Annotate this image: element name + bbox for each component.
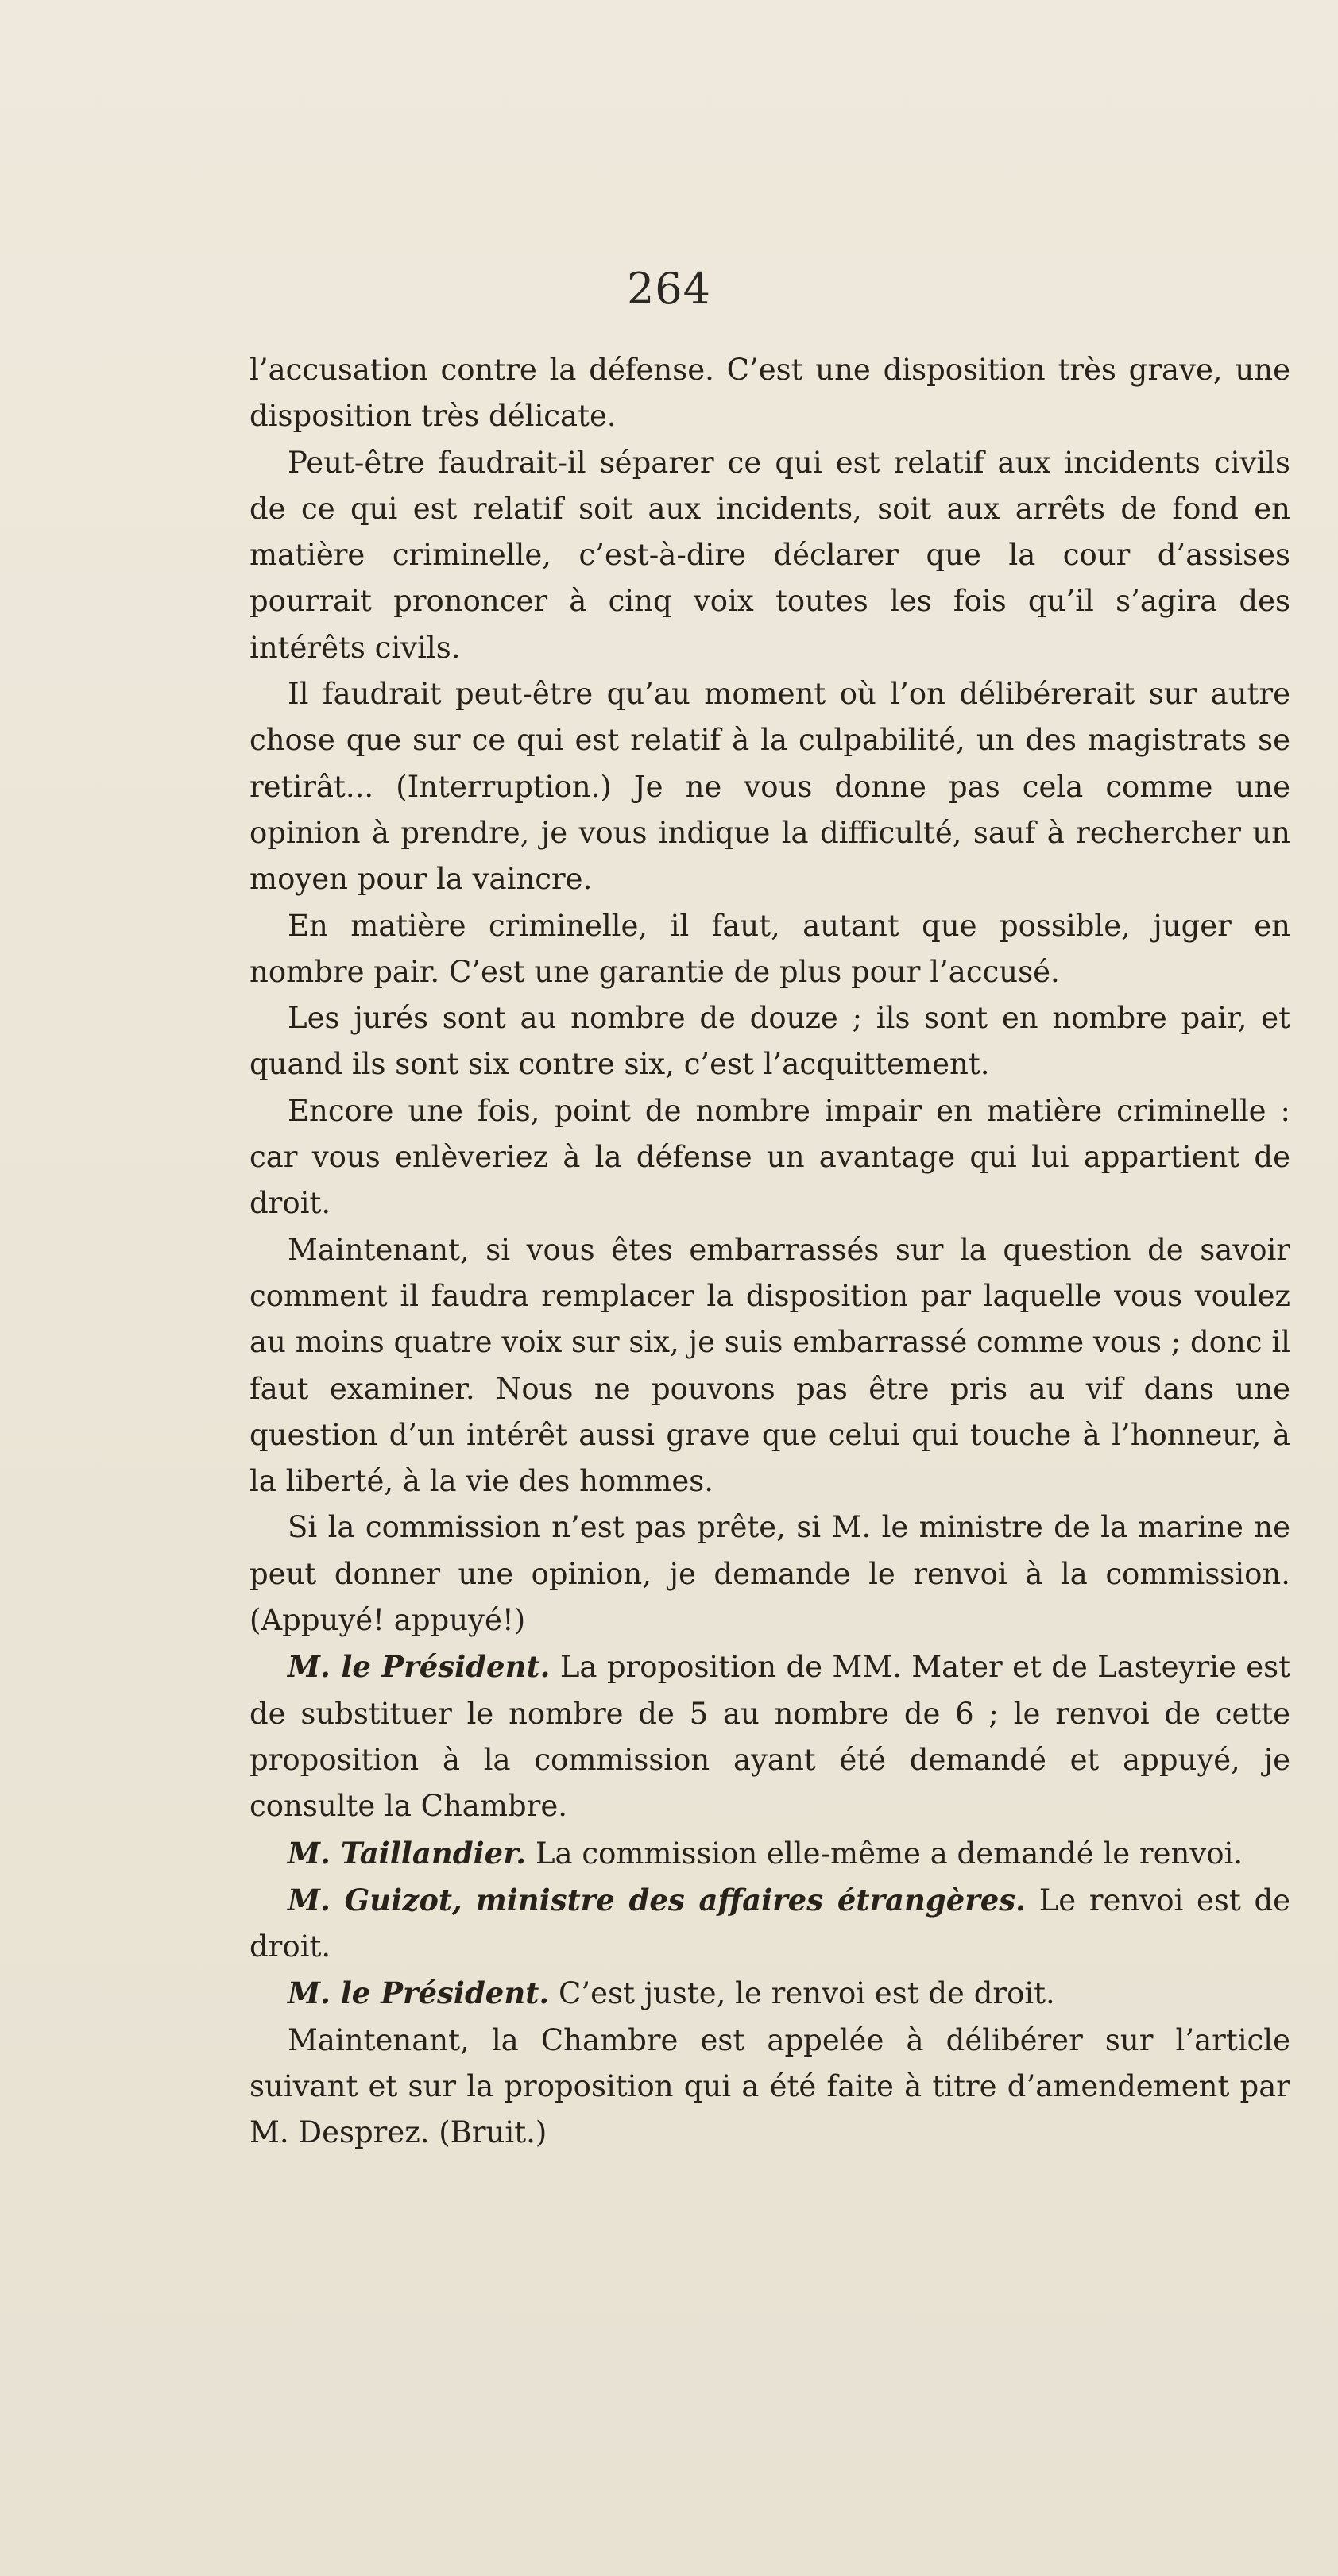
- page-number: 264: [626, 264, 712, 314]
- paragraph: Si la commission n’est pas prête, si M. le ministre de la marine ne peut donner une opinion, je demande le renvoi à la commission. (Appuyé! appuyé!): [249, 1510, 1290, 1638]
- paragraph: Les jurés sont au nombre de douze ; ils sont en nombre pair, et quand ils sont six contre six, c’est l’acquittement.: [249, 1001, 1290, 1082]
- speech-paragraph: M. Guizot, ministre des affaires étrangères. Le renvoi est de droit.: [249, 1882, 1291, 1964]
- paragraph: Maintenant, si vous êtes embarrassés sur la question de savoir comment il faudra remplacer la disposition par laquelle vous voulez au moins quatre voix sur six, je suis embarrassé comme vous ; donc il faut examiner. Nous ne pouvons pas être pris au vif dans une question d’un intérêt aussi grave que celui qui touche à l’honneur, à la liberté, à la vie des hommes.: [249, 1232, 1290, 1499]
- speaker-name: M. le Président.: [288, 1975, 550, 2011]
- paragraph: Peut-être faudrait-il séparer ce qui est relatif aux incidents civils de ce qui est relatif soit aux incidents, soit aux arrêts de fond en matière criminelle, c’est-à-dire déclarer que la cour d’assises pourrait prononcer à cinq voix toutes les fois qu’il s’agira des intérêts civils.: [249, 445, 1290, 665]
- speech-paragraph: M. Taillandier. La commission elle-même a demandé le renvoi.: [288, 1835, 1243, 1871]
- paragraph: Maintenant, la Chambre est appelée à délibérer sur l’article suivant et sur la proposition qui a été faite à titre d’amendement par M. Desprez. (Bruit.): [249, 2022, 1290, 2150]
- paragraph: Il faudrait peut-être qu’au moment où l’on délibérerait sur autre chose que sur ce qui est relatif à la culpabilité, un des magistrats se retirât... (Interruption.) Je ne vous donne pas cela comme une opinion à prendre, je vous indique la difficulté, sauf à rechercher un moyen pour la vaincre.: [249, 677, 1290, 897]
- paragraph: Encore une fois, point de nombre impair en matière criminelle : car vous enlèveriez à la défense un avantage qui lui appartient de droit.: [249, 1093, 1290, 1221]
- speaker-name: M. le Président.: [288, 1649, 551, 1685]
- speech-paragraph: M. le Président. La proposition de MM. Mater et de Lasteyrie est de substituer le nombre de 5 au nombre de 6 ; le renvoi de cette proposition à la commission ayant été demandé et appuyé, je consulte la Chambre.: [249, 1649, 1290, 1824]
- speech-paragraph: M. le Président. C’est juste, le renvoi est de droit.: [288, 1975, 1055, 2011]
- body-text: [249, 347, 1290, 2157]
- speaker-name: M. Taillandier.: [288, 1835, 527, 1871]
- paragraph-continuation: l’accusation contre la défense. C’est une disposition très grave, une disposition très délicate.: [249, 353, 1290, 434]
- speaker-name: M. Guizot,: [288, 1882, 462, 1918]
- speaker-role: ministre des affaires étrangères.: [475, 1882, 1027, 1918]
- paragraph: En matière criminelle, il faut, autant que possible, juger en nombre pair. C’est une garantie de plus pour l’accusé.: [249, 908, 1290, 989]
